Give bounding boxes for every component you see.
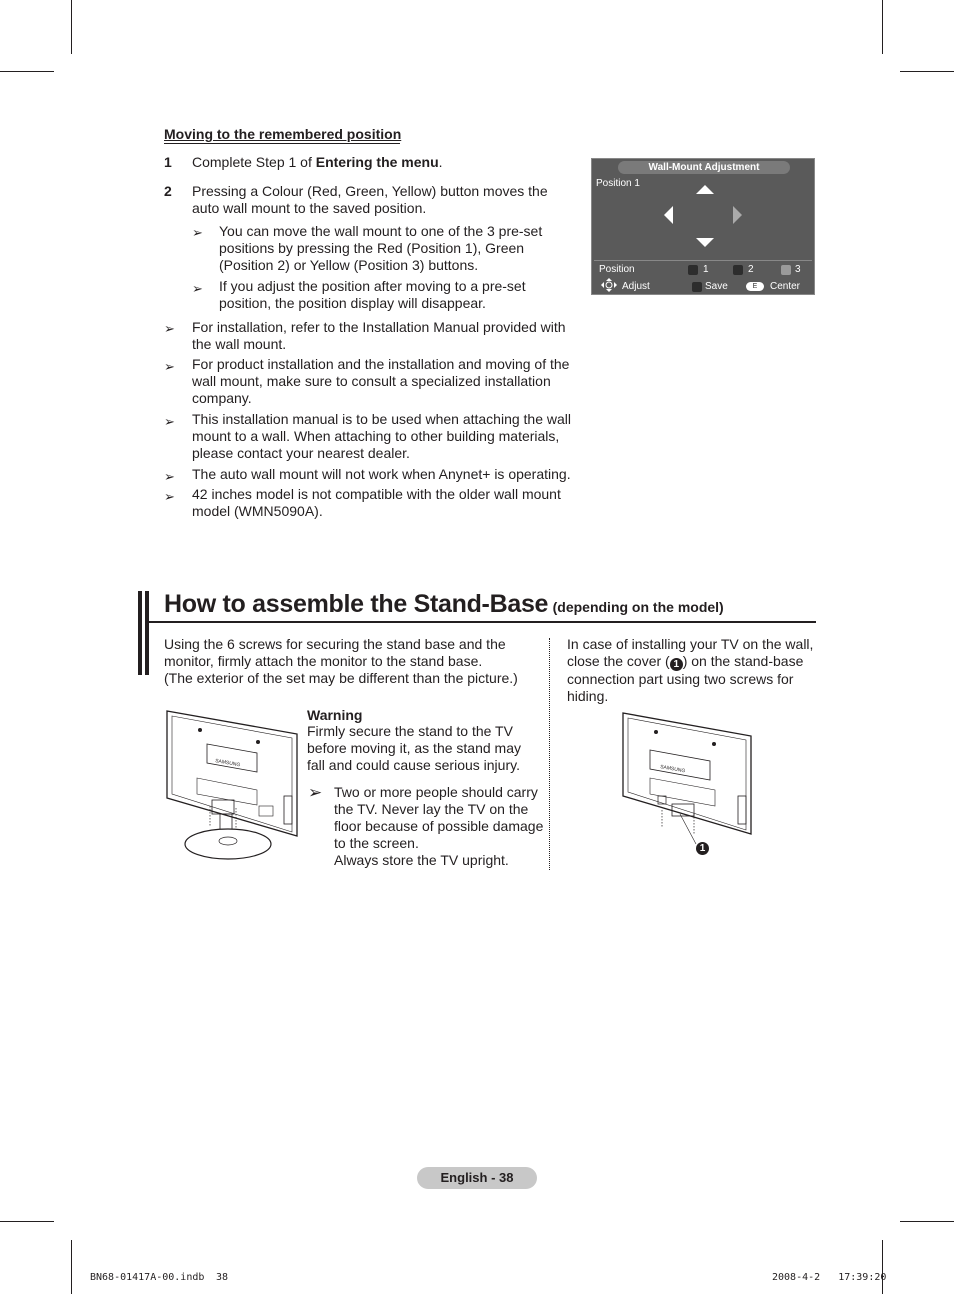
note: For product installation and the installation and moving of the wall mount, make sure to consult a specialized installation company. [192, 356, 570, 406]
tv-logo: SAMSUNG [659, 764, 686, 775]
arrow-icon: ➢ [164, 414, 175, 429]
enter-key-icon: E [746, 282, 764, 291]
save-label: Save [705, 281, 728, 292]
carry-note-text: Two or more people should carry the TV. Never lay the TV on the floor because of possible damage to the screen. [334, 784, 544, 851]
green-slot-icon [733, 265, 743, 275]
warning-text: Firmly secure the stand to the TV before moving it, as the stand may fall and could cause serious injury. [307, 723, 521, 773]
carry-note [334, 784, 546, 869]
title-bar-left [138, 591, 142, 675]
sub-note: If you adjust the position after moving to a pre-set position, the position display will disappear. [219, 278, 526, 311]
osd-bottom-bar [594, 260, 812, 294]
warning-title: Warning [307, 707, 363, 723]
title-main: How to assemble the Stand-Base [164, 590, 549, 618]
arrow-icon: ➢ [308, 783, 323, 802]
arrow-icon: ➢ [192, 225, 203, 240]
note: 42 inches model is not compatible with the older wall mount model (WMN5090A). [192, 486, 561, 519]
tv-logo: SAMSUNG [214, 758, 241, 769]
move-icon [601, 278, 617, 292]
step-1-bold: Entering the menu [315, 154, 439, 170]
step-number: 1 [164, 154, 172, 170]
wall-text-post: ) on the stand-base connection part using two screws for hiding. [567, 653, 804, 704]
wall-text-pre: In case of installing your TV on the wall, close the cover ( [567, 636, 814, 669]
intro-line: Using the 6 screws for securing the stand base and the [164, 636, 506, 652]
step-1-post: . [438, 154, 443, 170]
title-bar-right [145, 591, 149, 675]
tv-stand-illustration [164, 708, 300, 863]
yellow-slot-icon [781, 265, 791, 275]
print-file-name: BN68-01417A-00.indb [90, 1272, 205, 1283]
wall-mount-osd [591, 158, 815, 295]
osd-position-row: Position [599, 264, 635, 275]
wall-install-text [567, 636, 817, 705]
arrow-icon: ➢ [192, 281, 203, 296]
arrow-icon: ➢ [164, 489, 175, 504]
callout-1-icon: 1 [696, 842, 709, 855]
section-heading: Moving to the remembered position [164, 126, 402, 142]
arrow-icon: ➢ [164, 359, 175, 374]
slot-2: 2 [748, 264, 754, 275]
arrow-icon: ➢ [164, 321, 175, 336]
slot-3: 3 [795, 264, 801, 275]
intro-line: monitor, firmly attach the monitor to the stand base. [164, 653, 483, 669]
step-2-text: Pressing a Colour (Red, Green, Yellow) button moves the auto wall mount to the saved position. [192, 183, 548, 216]
tv-cover-illustration [620, 710, 756, 858]
step-1-text [192, 154, 443, 171]
title-sub: (depending on the model) [552, 599, 724, 615]
stand-intro [164, 636, 544, 687]
osd-position-label: Position 1 [596, 178, 640, 189]
direction-arrows-icon [658, 181, 748, 251]
note: For installation, refer to the Installation Manual provided with the wall mount. [192, 319, 566, 352]
note: The auto wall mount will not work when Anynet+ is operating. [192, 466, 571, 482]
step-number: 2 [164, 183, 172, 199]
print-timestamp: 2008-4-2 17:39:20 [772, 1272, 887, 1283]
column-divider [549, 638, 550, 870]
intro-line: (The exterior of the set may be different than the picture.) [164, 670, 518, 686]
note: This installation manual is to be used when attaching the wall mount to a wall. When attaching to other building materials, please contact your nearest dealer. [192, 411, 571, 461]
print-page-num: 38 [216, 1272, 229, 1283]
osd-title: Wall-Mount Adjustment [618, 161, 790, 174]
arrow-icon: ➢ [164, 469, 175, 484]
carry-note-text-2: Always store the TV upright. [334, 852, 509, 868]
callout-1-icon: 1 [670, 658, 683, 671]
center-label: Center [770, 281, 801, 292]
page-title [164, 590, 724, 619]
save-key-icon [692, 282, 702, 292]
adjust-label: Adjust [622, 281, 650, 292]
step-1-pre: Complete Step 1 of [192, 154, 316, 170]
heading-rule [164, 143, 400, 144]
page-number-badge: English - 38 [417, 1167, 537, 1189]
slot-1: 1 [703, 264, 709, 275]
title-rule [149, 621, 816, 623]
red-slot-icon [688, 265, 698, 275]
sub-note: You can move the wall mount to one of the 3 pre-set positions by pressing the Red (Position 1), Green (Position 2) or Yellow (Position 3) buttons. [219, 223, 543, 273]
